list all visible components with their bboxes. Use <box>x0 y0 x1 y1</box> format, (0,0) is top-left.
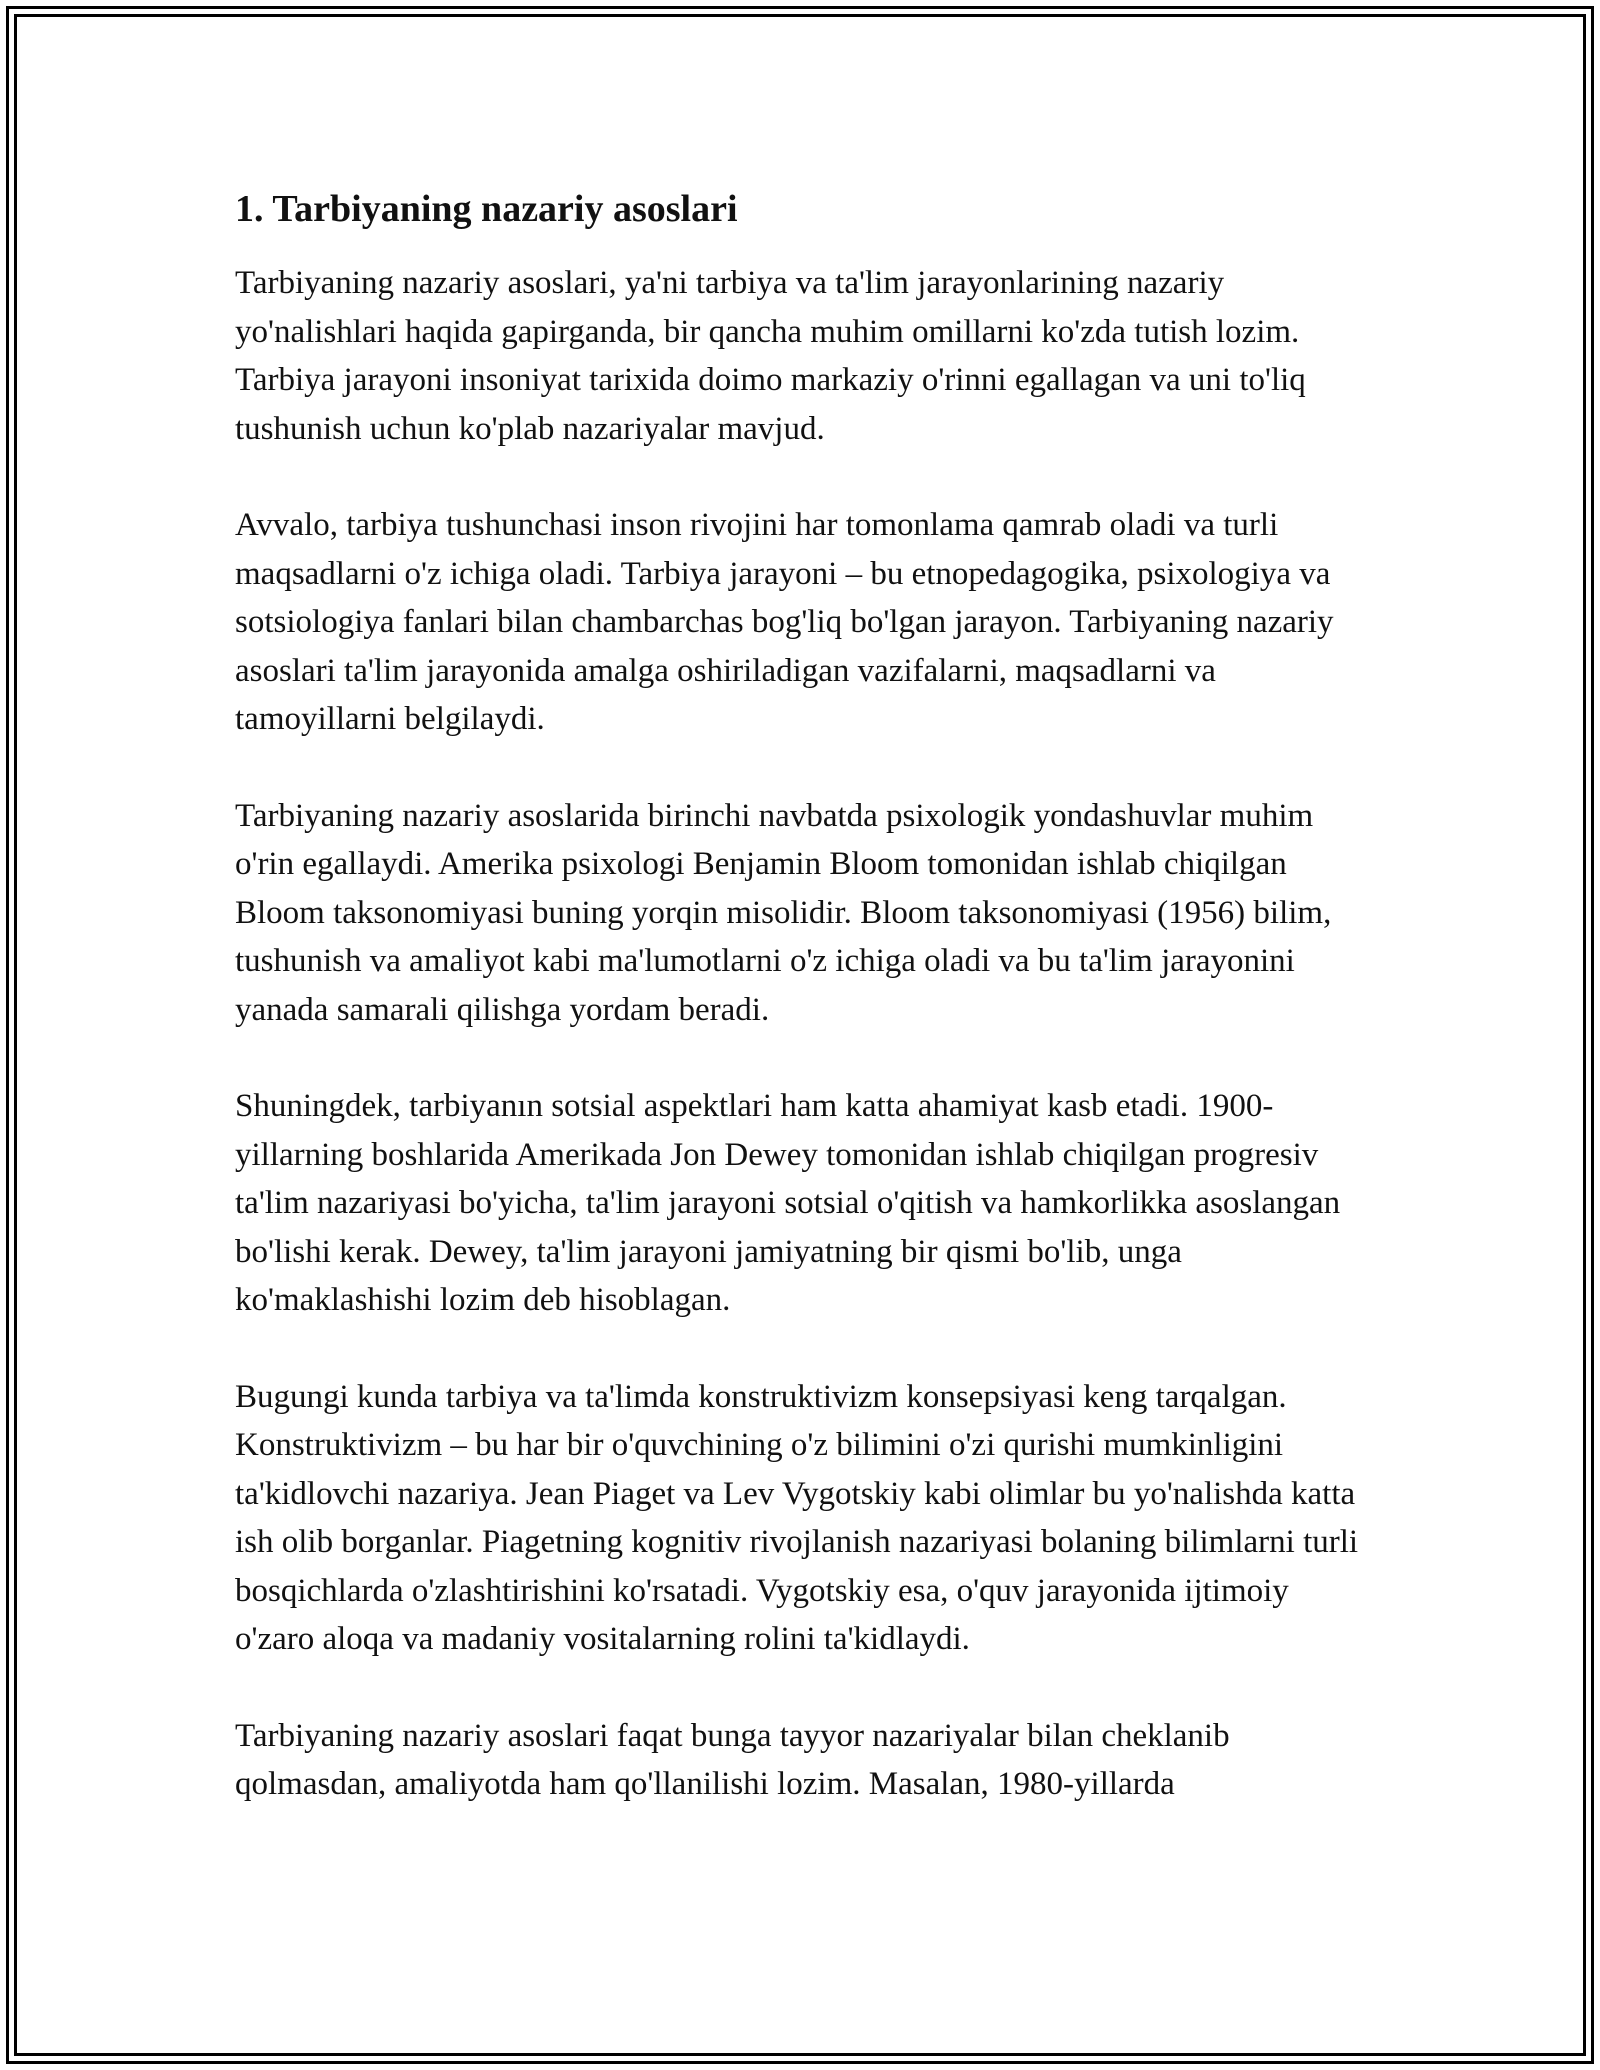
section-heading: 1. Tarbiyaning nazariy asoslari <box>235 188 738 230</box>
paragraph-social: Shuningdek, tarbiyanın sotsial aspektlari ham katta ahamiyat kasb etadi. 1900-yillarning boshlarida Amerikada Jon Dewey tomonidan ishlab chiqilgan progresiv ta'lim nazariyasi bo'yicha, ta'lim jarayoni sotsial o'qitish va hamkorlikka asoslangan bo'lishi kerak. Dewey, ta'lim jarayoni jamiyatning bir qismi bo'lib, unga ko'maklashishi lozim deb hisoblagan. <box>235 1088 1341 1318</box>
paragraph-concept: Avvalo, tarbiya tushunchasi inson rivojini har tomonlama qamrab oladi va turli maqsadlarni o'z ichiga oladi. Tarbiya jarayoni – bu etnopedagogika, psixologiya va sotsiologiya fanlari bilan chambarchas bog'liq bo'lgan jarayon. Tarbiyaning nazariy asoslari ta'lim jarayonida amalga oshiriladigan vazifalarni, maqsadlarni va tamoyillarni belgilaydi. <box>235 507 1334 737</box>
paragraph-constructivism: Bugungi kunda tarbiya va ta'limda konstruktivizm konsepsiyasi keng tarqalgan. Konstruktivizm – bu har bir o'quvchining o'z bilimini o'zi qurishi mumkinligini ta'kidlovchi nazariya. Jean Piaget va Lev Vygotskiy kabi olimlar bu yo'nalishda katta ish olib borganlar. Piagetning kognitiv rivojlanish nazariyasi bolaning bilimlarni turli bosqichlarda o'zlashtirishini ko'rsatadi. Vygotskiy esa, o'quv jarayonida ijtimoiy o'zaro aloqa va madaniy vositalarning rolini ta'kidlaydi. <box>235 1378 1359 1657</box>
paragraph-practice: Tarbiyaning nazariy asoslari faqat bunga tayyor nazariyalar bilan cheklanib qolmasdan, amaliyotda ham qo'llanilishi lozim. Masalan, 1980-yillarda <box>235 1717 1230 1802</box>
document-body <box>235 185 1370 1809</box>
paragraph-intro: Tarbiyaning nazariy asoslari, ya'ni tarbiya va ta'lim jarayonlarining nazariy yo'nalishlari haqida gapirganda, bir qancha muhim omillarni ko'zda tutish lozim. Tarbiya jarayoni insoniyat tarixida doimo markaziy o'rinni egallagan va uni to'liq tushunish uchun ko'plab nazariyalar mavjud. <box>235 265 1306 447</box>
paragraph-psychology: Tarbiyaning nazariy asoslarida birinchi navbatda psixologik yondashuvlar muhim o'rin egallaydi. Amerika psixologi Benjamin Bloom tomonidan ishlab chiqilgan Bloom taksonomiyasi buning yorqin misolidir. Bloom taksonomiyasi (1956) bilim, tushunish va amaliyot kabi ma'lumotlarni o'z ichiga oladi va bu ta'lim jarayonini yanada samarali qilishga yordam beradi. <box>235 797 1332 1028</box>
